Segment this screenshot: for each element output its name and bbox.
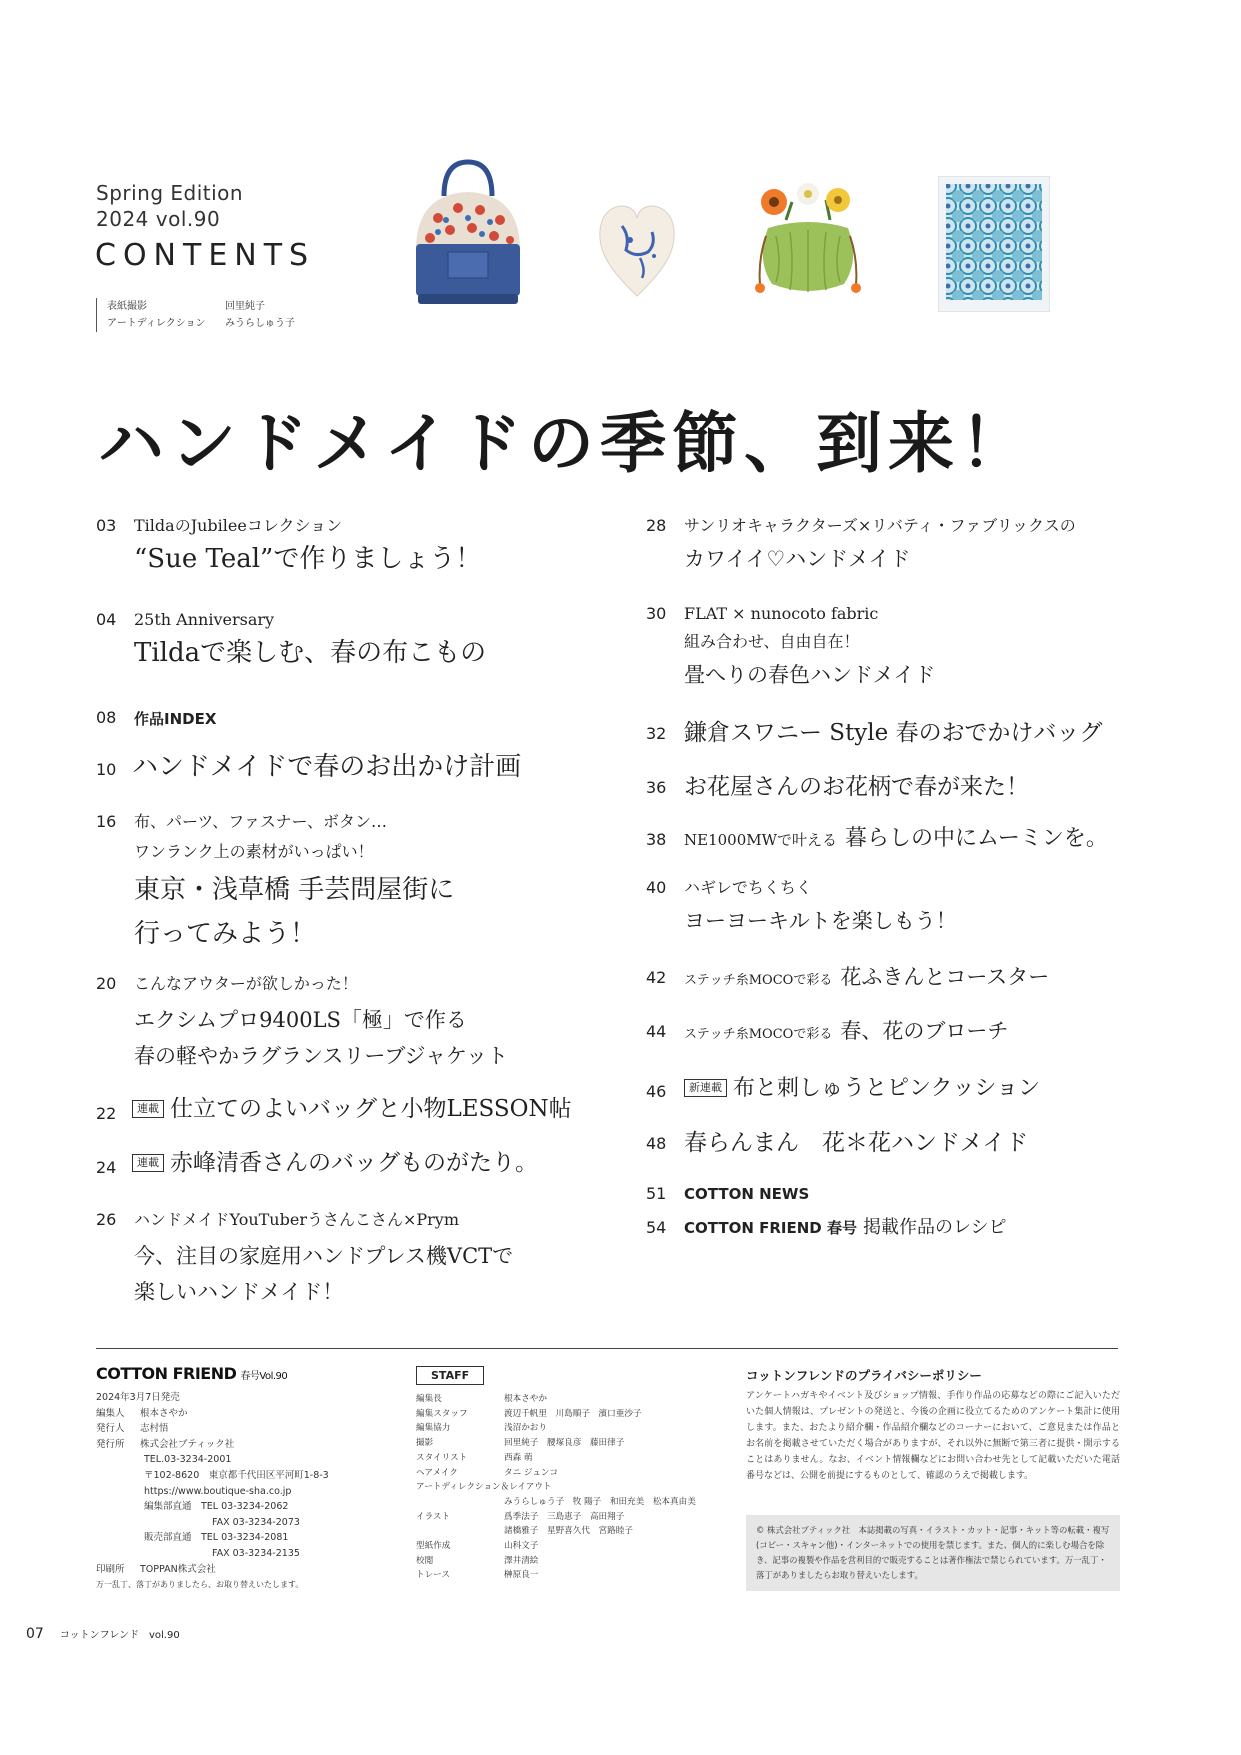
- staff-names: 根本さやか: [504, 1394, 547, 1404]
- toc-page-number: 48: [646, 1134, 667, 1153]
- toc-page-number: 16: [96, 812, 117, 831]
- toc-page-number: 24: [96, 1158, 117, 1177]
- toc-page-number: 30: [646, 604, 667, 623]
- toc-subtitle: サンリオキャラクターズ×リバティ・ファブリックスの: [684, 516, 1076, 535]
- toc-page-number: 46: [646, 1082, 667, 1101]
- edit-dept-fax: FAX 03-3234-2073: [212, 1516, 300, 1528]
- logo-issue: 春号Vol.90: [240, 1371, 288, 1382]
- staff-row: [416, 1554, 696, 1569]
- toc-prefix: COTTON FRIEND 春号: [684, 1219, 857, 1237]
- staff-list: [416, 1392, 696, 1583]
- toc-page-number: 28: [646, 516, 667, 535]
- staff-names: 山科文子: [504, 1541, 539, 1552]
- toc-title: ヨーヨーキルトを楽しもう！: [684, 909, 957, 933]
- toc-page-number: 38: [646, 830, 667, 849]
- cover-credits: [96, 298, 295, 332]
- staff-names: 浅沼かおり: [504, 1423, 547, 1434]
- staff-row: [416, 1539, 696, 1554]
- toc-subtitle: TildaのJubileeコレクション: [134, 516, 343, 535]
- toc-page-number: 22: [96, 1104, 117, 1123]
- staff-role: スタイリスト: [416, 1452, 468, 1463]
- toc-title: 掲載作品のレシピ: [862, 1217, 1007, 1238]
- staff-row: [416, 1451, 696, 1466]
- logo-text: COTTON FRIEND: [96, 1364, 237, 1383]
- imprint-label: 発行所: [96, 1438, 125, 1450]
- staff-role: 編集協力: [416, 1423, 451, 1434]
- toc-subtitle: ハンドメイドYouTuberうさんこさん×Prym: [134, 1210, 459, 1229]
- heart-photo: [596, 196, 678, 300]
- toc-title: 行ってみよう！: [134, 919, 317, 949]
- copyright-notice: © 株式会社ブティック社 本誌掲載の写真・イラスト・カット・記事・キット等の転載・複写(コピー・スキャン他)・インターネットでの使用を禁じます。また、個人的に楽しむ場合を除き、記事の複製や作品を営利目的で販売することは著作権法で禁じられています。万一乱丁・落丁がありましたらお取り替えいたします。: [746, 1515, 1120, 1591]
- staff-row: [416, 1524, 696, 1539]
- imprint: [96, 1390, 329, 1593]
- staff-names: 爲季法子 三島恵子 高田翔子: [504, 1511, 625, 1522]
- imprint-value: TOPPAN株式会社: [140, 1563, 216, 1575]
- staff-row: [416, 1480, 696, 1495]
- staff-row: [416, 1495, 696, 1510]
- toc-title: “Sue Teal”で作りましょう！: [134, 544, 482, 574]
- toc-page-number: 26: [96, 1210, 117, 1229]
- release-date: 2024年3月7日発売: [96, 1392, 180, 1403]
- issuer-address: 〒102-8620 東京都千代田区平河町1-8-3: [144, 1469, 329, 1481]
- toc-subtitle: 布、パーツ、ファスナー、ボタン…: [134, 812, 387, 831]
- staff-role: イラスト: [416, 1511, 451, 1522]
- toc-subtitle: 組み合わせ、自由自在！: [684, 632, 860, 651]
- toc-prefix: ステッチ糸MOCOで彩る: [684, 1027, 833, 1042]
- magazine-logo: [96, 1364, 287, 1383]
- toc-title: 春の軽やかラグランスリーブジャケット: [134, 1044, 509, 1068]
- staff-role: 撮影: [416, 1438, 434, 1449]
- staff-names: 西森 萌: [504, 1452, 533, 1463]
- toc-page-number: 51: [646, 1184, 667, 1203]
- toc-page-number: 40: [646, 878, 667, 897]
- staff-role: ヘアメイク: [416, 1467, 458, 1478]
- imprint-value: 志村悟: [140, 1423, 169, 1435]
- imprint-value: 根本さやか: [140, 1407, 188, 1419]
- misprint-note: 万一乱丁、落丁がありましたら、お取り替えいたします。: [96, 1580, 304, 1590]
- headline: ハンドメイドの季節、到来！: [98, 405, 1033, 482]
- issuer-tel: TEL.03-3234-2001: [144, 1454, 232, 1466]
- sales-dept-fax: FAX 03-3234-2135: [212, 1547, 300, 1559]
- staff-row: [416, 1407, 696, 1422]
- toc-page-number: 54: [646, 1218, 667, 1237]
- staff-row: [416, 1436, 696, 1451]
- toc-title: 暮らしの中にムーミンを。: [845, 826, 1108, 851]
- credit-label: 表紙撮影: [107, 301, 147, 312]
- staff-role: [416, 1495, 504, 1510]
- staff-role: アートディレクション＆レイアウト: [416, 1482, 552, 1493]
- credit-row: [107, 315, 295, 332]
- toc-title: 布と刺しゅうとピンクッション: [733, 1076, 1041, 1101]
- imprint-value: 株式会社ブティック社: [140, 1438, 235, 1450]
- staff-role: トレース: [416, 1570, 450, 1581]
- staff-role: 編集スタッフ: [416, 1408, 468, 1419]
- staff-role: 校閲: [416, 1555, 434, 1566]
- toc-title: 花ふきんとコースター: [840, 965, 1050, 989]
- staff-row: [416, 1421, 696, 1436]
- quilt-mat-photo: [938, 176, 1050, 312]
- toc-page-number: 36: [646, 778, 667, 797]
- imprint-label: 印刷所: [96, 1563, 125, 1575]
- staff-names: 榊原良一: [504, 1570, 539, 1581]
- toc-subtitle: 25th Anniversary: [134, 610, 275, 629]
- toc-page-number: 08: [96, 708, 117, 727]
- staff-names: 澤井清絵: [504, 1555, 539, 1566]
- staff-row: [416, 1568, 696, 1583]
- credit-row: [107, 298, 295, 315]
- toc-subtitle: ハギレでちくちく: [684, 878, 812, 897]
- toc-title: 楽しいハンドメイド！: [134, 1280, 344, 1304]
- toc-title: 鎌倉スワニー Style 春のおでかけバッグ: [684, 720, 1103, 746]
- imprint-label: 編集人: [96, 1407, 125, 1419]
- toc-title: 畳へりの春色ハンドメイド: [684, 663, 936, 687]
- sales-dept-tel: 販売部直通 TEL 03-3234-2081: [144, 1532, 289, 1544]
- staff-role: [416, 1524, 504, 1539]
- imprint-label: 発行人: [96, 1423, 125, 1435]
- staff-row: [416, 1466, 696, 1481]
- toc-title: 東京・浅草橋 手芸問屋街に: [134, 875, 455, 905]
- credit-value: 回里純子: [225, 301, 265, 312]
- toc-page-number: 42: [646, 968, 667, 987]
- toc-title: Tildaで楽しむ、春の布こもの: [134, 638, 487, 668]
- staff-names: みうらしゅう子 牧 陽子 和田充美 松本真由美: [504, 1496, 696, 1507]
- bag-photo: [408, 156, 528, 314]
- staff-role: 編集長: [416, 1394, 442, 1404]
- folio-magazine: コットンフレンド vol.90: [59, 1630, 180, 1641]
- toc-subtitle: ワンランク上の素材がいっぱい！: [134, 842, 374, 861]
- toc-page-number: 03: [96, 516, 117, 535]
- folio-page-number: 07: [26, 1626, 44, 1642]
- staff-names: 諸橋雅子 星野喜久代 宮路睦子: [504, 1526, 633, 1537]
- toc-page-number: 32: [646, 724, 667, 743]
- toc-title: COTTON NEWS: [684, 1185, 810, 1203]
- edition-season: Spring Edition: [96, 181, 244, 205]
- toc-title: ハンドメイドで春のお出かけ計画: [132, 752, 522, 782]
- toc-title: 春らんまん 花＊花ハンドメイド: [684, 1130, 1029, 1156]
- staff-row: [416, 1510, 696, 1525]
- series-tag: 新連載: [684, 1079, 727, 1097]
- toc-title: 赤峰清香さんのバッグものがたり。: [170, 1150, 538, 1176]
- toc-title: 春、花のブローチ: [840, 1019, 1009, 1043]
- toc-page-number: 44: [646, 1022, 667, 1041]
- edition-volume: 2024 vol.90: [96, 207, 221, 231]
- page-folio: [26, 1626, 180, 1642]
- staff-names: 渡辺千帆里 川島順子 濱口亜沙子: [504, 1408, 642, 1419]
- toc-prefix: NE1000MWで叶える: [684, 831, 838, 849]
- toc-page-number: 20: [96, 974, 117, 993]
- toc-title: カワイイ♡ハンドメイド: [684, 547, 911, 571]
- edit-dept-tel: 編集部直通 TEL 03-3234-2062: [144, 1501, 289, 1513]
- series-tag: 連載: [132, 1154, 164, 1172]
- staff-role: 型紙作成: [416, 1541, 451, 1552]
- toc-title: お花屋さんのお花柄で春が来た！: [684, 774, 1029, 800]
- toc-subtitle: こんなアウターが欲しかった！: [134, 974, 358, 993]
- issuer-url: https://www.boutique-sha.co.jp: [144, 1485, 292, 1497]
- toc-title: 仕立てのよいバッグと小物LESSON帖: [170, 1096, 572, 1122]
- toc-title: 作品INDEX: [134, 710, 217, 728]
- edition-label: [96, 180, 243, 232]
- series-tag: 連載: [132, 1100, 164, 1118]
- toc-page-number: 04: [96, 610, 117, 629]
- toc-page-number: 10: [96, 760, 117, 779]
- contents-title: CONTENTS: [95, 238, 316, 273]
- drawstring-pouch-photo: [746, 180, 870, 304]
- footer-divider: [96, 1348, 1118, 1349]
- staff-names: タニ ジュンコ: [504, 1467, 559, 1478]
- toc-subtitle: FLAT × nunocoto fabric: [684, 604, 879, 623]
- toc-title: 今、注目の家庭用ハンドプレス機VCTで: [134, 1244, 514, 1268]
- privacy-title: コットンフレンドのプライバシーポリシー: [746, 1368, 982, 1383]
- toc-prefix: ステッチ糸MOCOで彩る: [684, 973, 833, 988]
- staff-row: [416, 1392, 696, 1407]
- toc-title: エクシムプロ9400LS「極」で作る: [134, 1008, 467, 1032]
- credit-value: みうらしゅう子: [225, 318, 295, 329]
- privacy-text: アンケートハガキやイベント及びショップ情報、手作り作品の応募などの際にご記入いただいた個人情報は、プレゼントの発送と、今後の企画に役立てるためのアンケート集計に使用します。また、おたより紹介欄・作品紹介欄などのコーナーにおいて、ご意見または作品とお名前を掲載させていただく場合がありますが、それ以外に無断で第三者に提供・開示することはありません。なお、イベント情報欄などにお問い合わせ先として記載いただいた電話番号などは、公開を前提にするものとして、確認のうえで掲載します。: [746, 1391, 1120, 1481]
- staff-names: 回里純子 腰塚良彦 藤田律子: [504, 1438, 625, 1449]
- staff-label: STAFF: [416, 1366, 484, 1385]
- credit-label: アートディレクション: [107, 318, 206, 329]
